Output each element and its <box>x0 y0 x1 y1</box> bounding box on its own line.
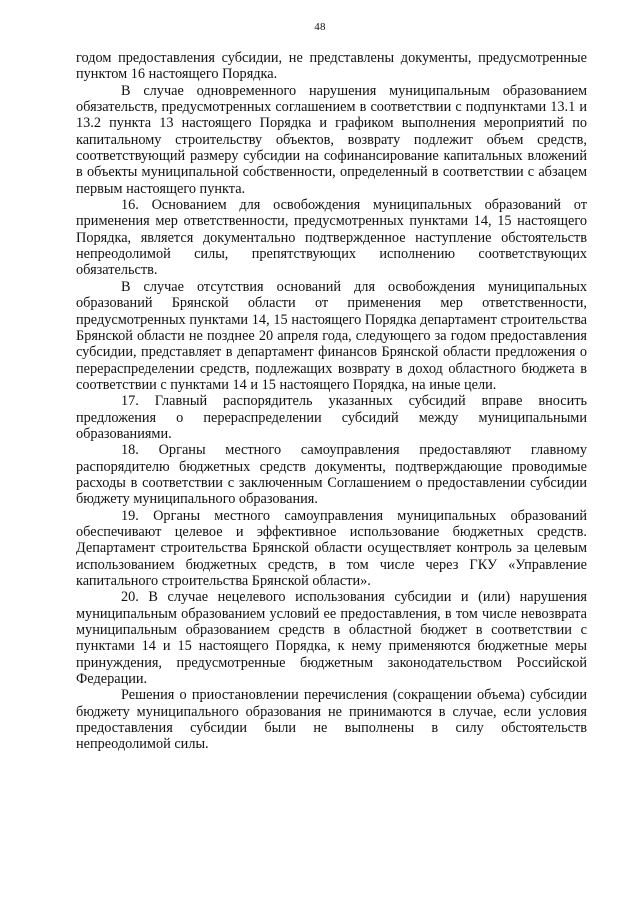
paragraph-continuation: годом предоставления субсидии, не представлены документы, предусмотренные пунктом 16 настоящего Порядка. <box>76 50 587 83</box>
paragraph-20: 20. В случае нецелевого использования субсидии и (или) нарушения муниципальным образованием условий ее предоставления, в том числе невозврата муниципальным образованием средств в областной бюджет в соответствии с пунктами 14 и 15 настоящего Порядка, к нему применяются бюджетные меры принуждения, предусмотренные бюджетным законодательством Российской Федерации. <box>76 589 587 688</box>
paragraph-19: 19. Органы местного самоуправления муниципальных образований обеспечивают целевое и эффективное использование бюджетных средств. Департамент строительства Брянской области осуществляет контроль за целевым использованием бюджетных средств, в том числе через ГКУ «Управление капитального строительства Брянской области». <box>76 507 587 589</box>
paragraph-simultaneous-violation: В случае одновременного нарушения муниципальным образованием обязательств, предусмотренных соглашением в соответствии с подпунктами 13.1 и 13.2 пункта 13 настоящего Порядка и графиком выполнения мероприятий по капитальному строительству объектов, возврату подлежит объем средств, соответствующий размеру субсидии на софинансирование капитальных вложений в объекты муниципальной собственности, определенный в соответствии с абзацем первым настоящего пункта. <box>76 82 587 197</box>
document-body <box>76 50 587 753</box>
paragraph-no-grounds: В случае отсутствия оснований для освобождения муниципальных образований Брянской области от применения мер ответственности, предусмотренных пунктами 14, 15 настоящего Порядка департамент строительства Брянской области не позднее 20 апреля года, следующего за годом предоставления субсидии, представляет в департамент финансов Брянской области предложения о перераспределении средств, подлежащих возврату в доход областного бюджета в соответствии с пунктами 14 и 15 настоящего Порядка, на иные цели. <box>76 278 587 393</box>
paragraph-17: 17. Главный распорядитель указанных субсидий вправе вносить предложения о перераспределении субсидий между муниципальными образованиями. <box>76 393 587 442</box>
paragraph-suspension-decisions: Решения о приостановлении перечисления (сокращении объема) субсидии бюджету муниципального образования не принимаются в случае, если условия предоставления субсидии были не выполнены в силу обстоятельств непреодолимой силы. <box>76 687 587 753</box>
paragraph-16: 16. Основанием для освобождения муниципальных образований от применения мер ответственности, предусмотренных пунктами 14, 15 настоящего Порядка, является документально подтвержденное наступление обстоятельств непреодолимой силы, препятствующих исполнению соответствующих обязательств. <box>76 197 587 279</box>
paragraph-18: 18. Органы местного самоуправления предоставляют главному распорядителю бюджетных средств документы, подтверждающие проводимые расходы в соответствии с заключенным Соглашением о предоставлении субсидии бюджету муниципального образования. <box>76 442 587 508</box>
page-number: 48 <box>314 21 326 33</box>
